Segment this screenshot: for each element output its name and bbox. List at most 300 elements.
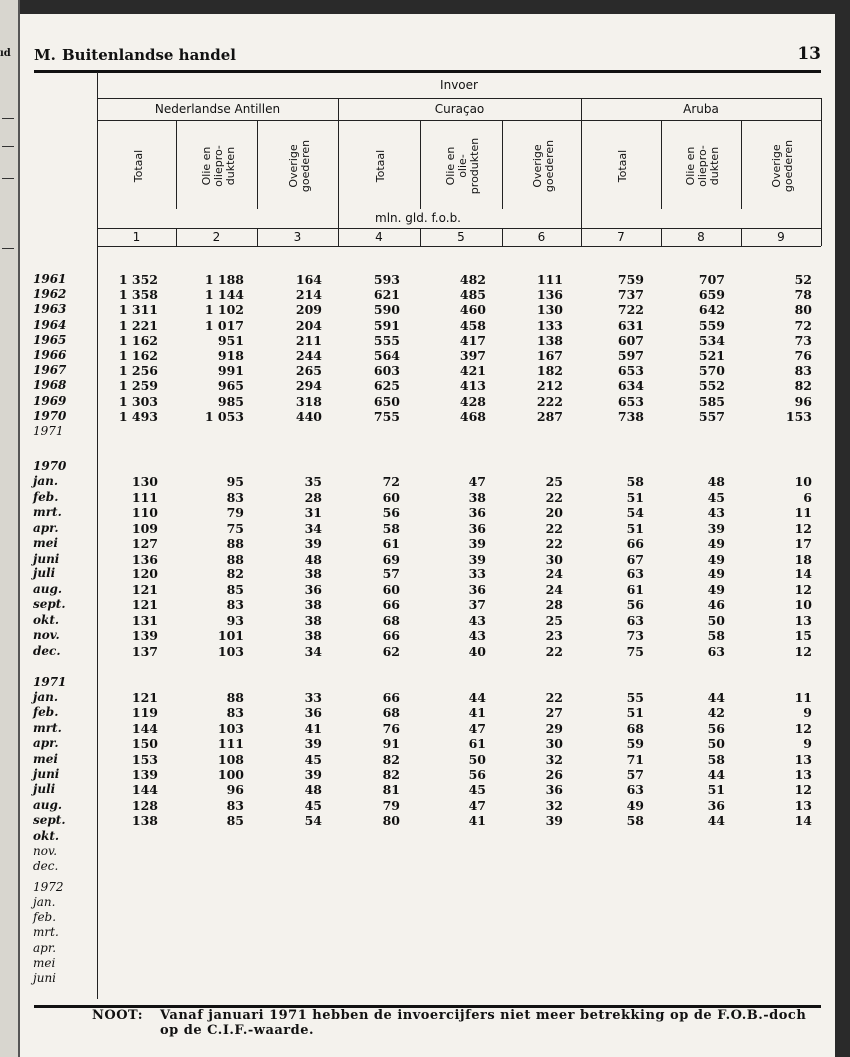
table-cell: 72 bbox=[794, 317, 812, 333]
table-cell: 76 bbox=[382, 720, 400, 736]
row-label: jan. bbox=[33, 690, 59, 704]
table-cell: 88 bbox=[226, 552, 244, 567]
table-cell: 130 bbox=[536, 302, 563, 318]
row-label: mrt. bbox=[33, 925, 59, 940]
column-number-5: 5 bbox=[457, 230, 465, 244]
table-cell: 56 bbox=[382, 505, 400, 521]
table-cell: 45 bbox=[304, 751, 322, 767]
column-header-3: Overige goederen bbox=[286, 139, 312, 193]
table-cell: 625 bbox=[373, 378, 400, 394]
header-rule-bottom bbox=[97, 246, 821, 247]
column-header-4: Totaal bbox=[374, 149, 387, 183]
table-cell: 182 bbox=[536, 363, 563, 379]
table-cell: 593 bbox=[373, 272, 400, 287]
footnote-text: Vanaf januari 1971 hebben de invoercijfers niet meer betrekking op de F.O.B.-doch op de C.I.F.-waarde. bbox=[160, 1008, 807, 1038]
table-cell: 54 bbox=[304, 813, 322, 829]
header-group-1: Nederlandse Antillen bbox=[154, 102, 281, 116]
table-cell: 521 bbox=[698, 348, 725, 363]
table-cell: 42 bbox=[707, 705, 725, 721]
table-cell: 73 bbox=[794, 332, 812, 348]
table-cell: 209 bbox=[295, 302, 322, 318]
column-divider bbox=[502, 120, 503, 209]
table-cell: 83 bbox=[794, 363, 812, 379]
table-cell: 1 358 bbox=[118, 287, 158, 303]
table-cell: 458 bbox=[459, 317, 486, 333]
row-label: 1970 bbox=[33, 459, 67, 473]
table-cell: 39 bbox=[304, 767, 322, 782]
page-title: Buitenlandse handel bbox=[62, 46, 236, 64]
table-cell: 24 bbox=[545, 566, 563, 581]
header-rule-invoer bbox=[97, 98, 821, 99]
table-cell: 47 bbox=[468, 720, 486, 736]
row-label: juli bbox=[33, 566, 56, 580]
table-cell: 51 bbox=[707, 782, 725, 798]
left-edge-tick bbox=[2, 118, 14, 119]
row-label: dec. bbox=[33, 859, 59, 874]
header-group-3: Aruba bbox=[683, 102, 719, 116]
table-cell: 83 bbox=[226, 489, 244, 505]
table-cell: 1 188 bbox=[204, 272, 244, 287]
table-cell: 40 bbox=[468, 644, 486, 659]
table-cell: 54 bbox=[626, 505, 644, 521]
table-cell: 164 bbox=[295, 272, 322, 287]
table-cell: 1 256 bbox=[118, 363, 158, 379]
table-cell: 35 bbox=[304, 474, 322, 489]
table-cell: 79 bbox=[382, 797, 400, 813]
table-cell: 722 bbox=[617, 302, 644, 318]
table-cell: 75 bbox=[626, 644, 644, 659]
table-cell: 136 bbox=[131, 552, 158, 567]
table-cell: 56 bbox=[468, 767, 486, 782]
table-cell: 60 bbox=[382, 581, 400, 597]
table-cell: 120 bbox=[131, 566, 158, 581]
table-cell: 36 bbox=[545, 782, 563, 798]
table-cell: 38 bbox=[304, 597, 322, 613]
table-cell: 417 bbox=[459, 332, 486, 348]
table-cell: 6 bbox=[803, 489, 812, 505]
table-cell: 36 bbox=[304, 705, 322, 721]
table-cell: 38 bbox=[304, 612, 322, 628]
table-cell: 49 bbox=[707, 581, 725, 597]
table-cell: 318 bbox=[295, 393, 322, 409]
table-cell: 36 bbox=[304, 581, 322, 597]
table-cell: 985 bbox=[217, 393, 244, 409]
table-cell: 88 bbox=[226, 690, 244, 705]
table-cell: 214 bbox=[295, 287, 322, 303]
footnote-label: NOOT: bbox=[92, 1008, 144, 1023]
table-cell: 585 bbox=[698, 393, 725, 409]
row-label: apr. bbox=[33, 736, 59, 751]
table-cell: 100 bbox=[217, 767, 244, 782]
table-cell: 79 bbox=[226, 505, 244, 521]
header-rule bbox=[34, 70, 821, 73]
table-cell: 653 bbox=[617, 363, 644, 379]
table-cell: 45 bbox=[304, 797, 322, 813]
row-label: juni bbox=[33, 971, 57, 985]
table-cell: 212 bbox=[536, 378, 563, 394]
table-cell: 659 bbox=[698, 287, 725, 303]
table-cell: 755 bbox=[373, 408, 400, 424]
table-cell: 13 bbox=[794, 751, 812, 767]
table-cell: 137 bbox=[131, 644, 158, 659]
header-invoer: Invoer bbox=[440, 78, 478, 92]
table-cell: 41 bbox=[468, 813, 486, 829]
table-cell: 39 bbox=[468, 536, 486, 552]
table-cell: 78 bbox=[794, 287, 812, 303]
row-label: dec. bbox=[33, 644, 61, 658]
row-label: mei bbox=[33, 955, 56, 970]
table-cell: 13 bbox=[794, 767, 812, 782]
table-cell: 48 bbox=[304, 782, 322, 798]
table-cell: 167 bbox=[536, 348, 563, 363]
table-cell: 136 bbox=[536, 287, 563, 303]
table-cell: 56 bbox=[707, 720, 725, 736]
table-cell: 69 bbox=[382, 552, 400, 567]
row-label: juni bbox=[33, 767, 60, 781]
column-header-5: Olie en olie- produkten bbox=[444, 137, 481, 195]
table-cell: 111 bbox=[131, 489, 158, 505]
column-divider bbox=[176, 120, 177, 209]
row-label: sept. bbox=[33, 597, 66, 612]
table-cell: 128 bbox=[131, 797, 158, 813]
table-cell: 557 bbox=[698, 408, 725, 424]
table-cell: 95 bbox=[226, 474, 244, 489]
table-cell: 45 bbox=[468, 782, 486, 798]
table-cell: 32 bbox=[545, 751, 563, 767]
table-cell: 11 bbox=[794, 690, 812, 705]
table-cell: 485 bbox=[459, 287, 486, 303]
table-cell: 82 bbox=[794, 378, 812, 394]
table-cell: 131 bbox=[131, 612, 158, 628]
table-cell: 111 bbox=[217, 736, 244, 752]
page-header bbox=[34, 46, 821, 72]
table-cell: 81 bbox=[382, 782, 400, 798]
column-header-9: Overige goederen bbox=[770, 139, 795, 193]
table-cell: 41 bbox=[304, 720, 322, 736]
column-divider bbox=[420, 228, 421, 246]
table-cell: 204 bbox=[295, 317, 322, 333]
table-cell: 66 bbox=[382, 690, 400, 705]
table-cell: 139 bbox=[131, 628, 158, 644]
table-cell: 88 bbox=[226, 536, 244, 552]
row-label: aug. bbox=[33, 797, 63, 812]
row-label: okt. bbox=[33, 612, 60, 627]
table-cell: 36 bbox=[707, 797, 725, 813]
table-cell: 72 bbox=[382, 474, 400, 489]
row-label: 1972 bbox=[33, 880, 64, 894]
table-cell: 133 bbox=[536, 317, 563, 333]
table-cell: 12 bbox=[794, 520, 812, 536]
table-cell: 29 bbox=[545, 720, 563, 736]
column-divider bbox=[257, 228, 258, 246]
row-label: nov. bbox=[33, 844, 58, 858]
table-cell: 15 bbox=[794, 628, 812, 644]
table-cell: 30 bbox=[545, 736, 563, 752]
table-cell: 50 bbox=[468, 751, 486, 767]
table-cell: 1 311 bbox=[118, 302, 158, 318]
table-cell: 25 bbox=[545, 474, 563, 489]
table-cell: 591 bbox=[373, 317, 400, 333]
table-cell: 33 bbox=[468, 566, 486, 581]
row-label: jan. bbox=[33, 895, 56, 909]
table-cell: 17 bbox=[794, 536, 812, 552]
table-cell: 108 bbox=[217, 751, 244, 767]
table-cell: 22 bbox=[545, 690, 563, 705]
table-cell: 36 bbox=[468, 520, 486, 536]
table-cell: 22 bbox=[545, 536, 563, 552]
column-header-8: Olie en oliepro- dukten bbox=[684, 145, 721, 187]
table-cell: 918 bbox=[217, 348, 244, 363]
column-header-1: Totaal bbox=[131, 149, 145, 183]
table-cell: 1 102 bbox=[204, 302, 244, 318]
table-cell: 47 bbox=[468, 474, 486, 489]
row-label: 1962 bbox=[33, 287, 67, 302]
left-edge-tick bbox=[2, 178, 14, 179]
table-cell: 153 bbox=[131, 751, 158, 767]
table-cell: 738 bbox=[617, 408, 644, 424]
table-cell: 1 493 bbox=[118, 408, 158, 424]
table-cell: 139 bbox=[131, 767, 158, 782]
table-cell: 428 bbox=[459, 393, 486, 409]
row-label: nov. bbox=[33, 628, 60, 643]
table-cell: 25 bbox=[545, 612, 563, 628]
table-cell: 23 bbox=[545, 628, 563, 644]
table-cell: 991 bbox=[217, 363, 244, 379]
document-page bbox=[20, 14, 835, 1057]
table-cell: 38 bbox=[468, 489, 486, 505]
table-cell: 33 bbox=[304, 690, 322, 705]
row-label: feb. bbox=[33, 910, 57, 925]
table-cell: 68 bbox=[382, 612, 400, 628]
table-cell: 24 bbox=[545, 581, 563, 597]
table-cell: 650 bbox=[373, 393, 400, 409]
table-cell: 75 bbox=[226, 520, 244, 536]
table-cell: 49 bbox=[626, 797, 644, 813]
table-cell: 57 bbox=[382, 566, 400, 581]
column-divider bbox=[821, 98, 822, 246]
row-label: 1966 bbox=[33, 348, 67, 362]
table-cell: 32 bbox=[545, 797, 563, 813]
table-cell: 11 bbox=[794, 505, 812, 521]
table-cell: 76 bbox=[794, 348, 812, 363]
table-cell: 46 bbox=[707, 597, 725, 613]
table-cell: 1 144 bbox=[204, 287, 244, 303]
table-cell: 61 bbox=[468, 736, 486, 752]
column-number-8: 8 bbox=[697, 230, 705, 244]
table-cell: 1 221 bbox=[118, 317, 158, 333]
table-cell: 20 bbox=[545, 505, 563, 521]
page-number: 13 bbox=[797, 44, 821, 64]
table-cell: 607 bbox=[617, 332, 644, 348]
column-divider bbox=[502, 228, 503, 246]
header-group-2: Curaçao bbox=[434, 102, 485, 116]
section-label: M. bbox=[34, 46, 56, 64]
table-cell: 66 bbox=[626, 536, 644, 552]
table-cell: 83 bbox=[226, 597, 244, 613]
table-cell: 62 bbox=[382, 644, 400, 659]
table-cell: 52 bbox=[794, 272, 812, 287]
row-label: okt. bbox=[33, 828, 60, 843]
table-cell: 653 bbox=[617, 393, 644, 409]
table-cell: 597 bbox=[617, 348, 644, 363]
table-cell: 737 bbox=[617, 287, 644, 303]
table-cell: 47 bbox=[468, 797, 486, 813]
table-cell: 222 bbox=[536, 393, 563, 409]
table-cell: 460 bbox=[459, 302, 486, 318]
table-cell: 85 bbox=[226, 581, 244, 597]
table-cell: 61 bbox=[382, 536, 400, 552]
column-divider bbox=[661, 120, 662, 209]
table-cell: 413 bbox=[459, 378, 486, 394]
table-cell: 41 bbox=[468, 705, 486, 721]
table-cell: 110 bbox=[131, 505, 158, 521]
table-cell: 39 bbox=[707, 520, 725, 536]
column-divider bbox=[176, 228, 177, 246]
table-cell: 63 bbox=[626, 612, 644, 628]
row-label: feb. bbox=[33, 489, 59, 504]
table-cell: 58 bbox=[626, 474, 644, 489]
table-cell: 421 bbox=[459, 363, 486, 379]
table-cell: 22 bbox=[545, 644, 563, 659]
table-cell: 28 bbox=[545, 597, 563, 613]
table-cell: 63 bbox=[626, 782, 644, 798]
table-cell: 121 bbox=[131, 597, 158, 613]
table-cell: 36 bbox=[468, 581, 486, 597]
row-label: 1971 bbox=[33, 675, 67, 689]
table-cell: 51 bbox=[626, 705, 644, 721]
table-cell: 1 017 bbox=[204, 317, 244, 333]
table-cell: 56 bbox=[626, 597, 644, 613]
table-cell: 211 bbox=[295, 332, 322, 348]
table-cell: 1 303 bbox=[118, 393, 158, 409]
table-cell: 39 bbox=[304, 536, 322, 552]
table-cell: 1 162 bbox=[118, 332, 158, 348]
table-cell: 631 bbox=[617, 317, 644, 333]
table-cell: 109 bbox=[131, 520, 158, 536]
table-cell: 44 bbox=[707, 767, 725, 782]
table-cell: 144 bbox=[131, 720, 158, 736]
table-cell: 39 bbox=[545, 813, 563, 829]
table-cell: 61 bbox=[626, 581, 644, 597]
table-cell: 9 bbox=[803, 736, 812, 752]
table-cell: 34 bbox=[304, 520, 322, 536]
table-cell: 1 053 bbox=[204, 408, 244, 424]
column-number-7: 7 bbox=[617, 230, 625, 244]
row-label: apr. bbox=[33, 520, 59, 535]
table-cell: 603 bbox=[373, 363, 400, 379]
row-label: jan. bbox=[33, 474, 59, 488]
table-cell: 58 bbox=[707, 751, 725, 767]
row-label: apr. bbox=[33, 940, 57, 955]
table-cell: 31 bbox=[304, 505, 322, 521]
table-cell: 10 bbox=[794, 474, 812, 489]
table-cell: 44 bbox=[707, 690, 725, 705]
table-cell: 534 bbox=[698, 332, 725, 348]
table-cell: 564 bbox=[373, 348, 400, 363]
table-cell: 287 bbox=[536, 408, 563, 424]
table-cell: 707 bbox=[698, 272, 725, 287]
table-cell: 121 bbox=[131, 581, 158, 597]
table-cell: 153 bbox=[785, 408, 812, 424]
table-cell: 103 bbox=[217, 644, 244, 659]
table-cell: 48 bbox=[304, 552, 322, 567]
table-cell: 68 bbox=[382, 705, 400, 721]
table-cell: 34 bbox=[304, 644, 322, 659]
table-cell: 30 bbox=[545, 552, 563, 567]
table-cell: 96 bbox=[226, 782, 244, 798]
table-cell: 138 bbox=[536, 332, 563, 348]
table-cell: 48 bbox=[707, 474, 725, 489]
table-cell: 38 bbox=[304, 628, 322, 644]
left-page-fragment: ıd bbox=[0, 48, 11, 59]
table-cell: 59 bbox=[626, 736, 644, 752]
row-label: juni bbox=[33, 552, 60, 566]
table-cell: 93 bbox=[226, 612, 244, 628]
table-cell: 14 bbox=[794, 813, 812, 829]
table-cell: 28 bbox=[304, 489, 322, 505]
row-label: mrt. bbox=[33, 505, 62, 520]
column-number-1: 1 bbox=[132, 230, 141, 244]
table-cell: 265 bbox=[295, 363, 322, 379]
table-cell: 43 bbox=[707, 505, 725, 521]
table-cell: 39 bbox=[468, 552, 486, 567]
table-cell: 150 bbox=[131, 736, 158, 752]
table-cell: 138 bbox=[131, 813, 158, 829]
row-label: 1968 bbox=[33, 378, 67, 393]
table-cell: 244 bbox=[295, 348, 322, 363]
table-cell: 26 bbox=[545, 767, 563, 782]
column-divider bbox=[257, 120, 258, 209]
column-number-6: 6 bbox=[537, 230, 546, 244]
table-cell: 44 bbox=[468, 690, 486, 705]
table-cell: 12 bbox=[794, 720, 812, 736]
table-cell: 96 bbox=[794, 393, 812, 409]
table-cell: 1 259 bbox=[118, 378, 158, 394]
table-cell: 58 bbox=[382, 520, 400, 536]
column-header-6: Overige goederen bbox=[530, 139, 556, 193]
table-cell: 82 bbox=[226, 566, 244, 581]
table-cell: 71 bbox=[626, 751, 644, 767]
table-cell: 144 bbox=[131, 782, 158, 798]
row-label: mei bbox=[33, 536, 58, 551]
table-cell: 44 bbox=[707, 813, 725, 829]
table-cell: 27 bbox=[545, 705, 563, 721]
table-cell: 121 bbox=[131, 690, 158, 705]
table-cell: 80 bbox=[382, 813, 400, 829]
table-cell: 36 bbox=[468, 505, 486, 521]
table-cell: 68 bbox=[626, 720, 644, 736]
table-cell: 58 bbox=[707, 628, 725, 644]
table-cell: 37 bbox=[468, 597, 486, 613]
table-cell: 642 bbox=[698, 302, 725, 318]
table-cell: 80 bbox=[794, 302, 812, 318]
header-rule-unit bbox=[97, 228, 821, 229]
column-number-4: 4 bbox=[375, 230, 383, 244]
table-cell: 13 bbox=[794, 797, 812, 813]
table-cell: 759 bbox=[617, 272, 644, 287]
row-label: 1961 bbox=[33, 272, 67, 286]
table-cell: 965 bbox=[217, 378, 244, 394]
unit-label: mln. gld. f.o.b. bbox=[375, 211, 461, 225]
table-cell: 440 bbox=[295, 408, 322, 424]
table-cell: 294 bbox=[295, 378, 322, 394]
row-label: 1970 bbox=[33, 408, 67, 423]
table-cell: 55 bbox=[626, 690, 644, 705]
row-label: 1963 bbox=[33, 302, 67, 317]
table-cell: 67 bbox=[626, 552, 644, 567]
table-cell: 103 bbox=[217, 720, 244, 736]
column-divider bbox=[661, 228, 662, 246]
